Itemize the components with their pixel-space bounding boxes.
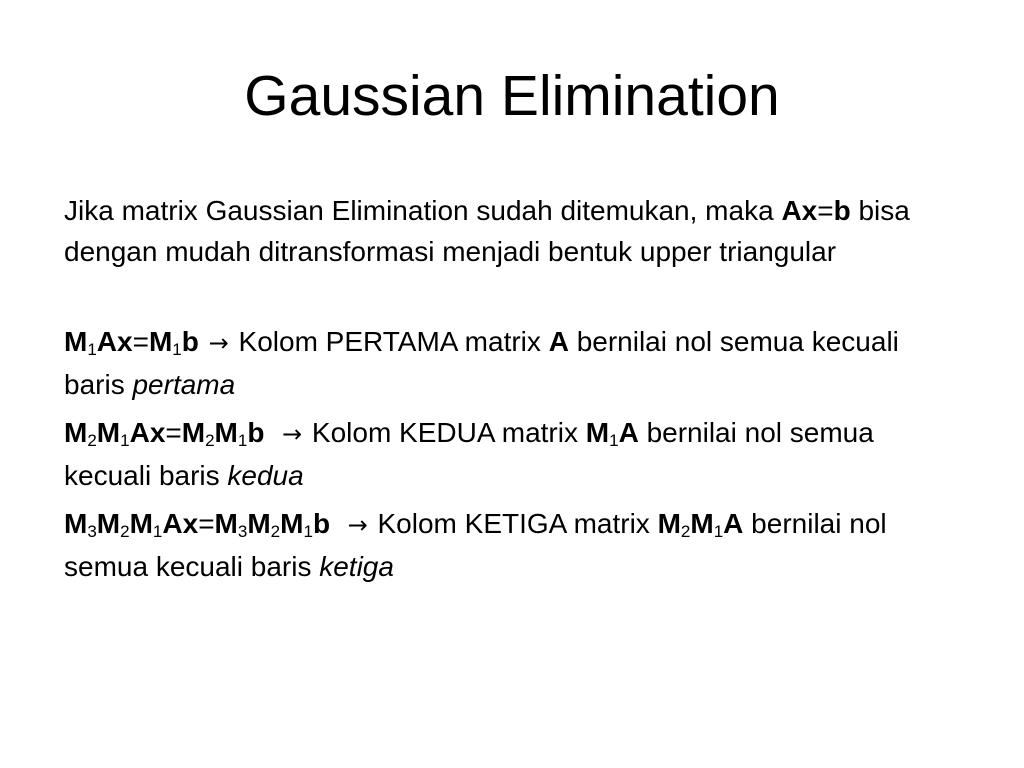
step-3-text-2: bernilai nol semua kecuali baris bbox=[64, 508, 887, 582]
step-2-m-d: M bbox=[214, 417, 238, 448]
step-3-m-g: M bbox=[657, 508, 681, 539]
step-3-m-b: M bbox=[96, 508, 121, 539]
step-2-emphasis: kedua bbox=[227, 460, 304, 491]
step-2-m-c: M bbox=[181, 417, 206, 448]
step-1-m: M bbox=[64, 326, 88, 357]
step-3-m-h: M bbox=[690, 508, 714, 539]
step-2-m-a: M bbox=[64, 417, 88, 448]
intro-text-2: bisa dengan mudah ditransformasi menjadi bentuk upper triangular bbox=[64, 195, 910, 267]
step-2-m-e: M bbox=[585, 417, 610, 448]
step-2-b: b bbox=[247, 417, 265, 448]
step-3-m-c: M bbox=[129, 508, 153, 539]
intro-text-1: Jika matrix Gaussian Elimination sudah ditemukan, maka bbox=[64, 195, 774, 226]
step-3-equals: = bbox=[198, 508, 215, 539]
step-2-m-b: M bbox=[96, 417, 121, 448]
step-3-a: A bbox=[723, 508, 744, 539]
step-3-sub-h: 1 bbox=[713, 522, 724, 541]
intro-b: b bbox=[833, 195, 851, 226]
step-2-sub-d: 1 bbox=[237, 431, 248, 450]
step-2-a: A bbox=[618, 417, 639, 448]
step-1-text-2: bernilai nol semua kecuali baris bbox=[64, 326, 899, 400]
step-3-emphasis: ketiga bbox=[319, 551, 394, 582]
right-arrow-icon: → bbox=[347, 511, 368, 539]
slide-body bbox=[64, 190, 964, 594]
step-3-sub-b: 2 bbox=[120, 522, 130, 541]
step-3-m-a: M bbox=[64, 508, 88, 539]
step-3-sub-c: 1 bbox=[152, 522, 163, 541]
step-2-ax: Ax bbox=[129, 417, 166, 448]
step-3-m-d: M bbox=[214, 508, 238, 539]
step-1-emphasis: pertama bbox=[132, 369, 236, 400]
step-3-m-e: M bbox=[247, 508, 271, 539]
step-3-paragraph bbox=[64, 503, 964, 587]
intro-paragraph bbox=[64, 190, 964, 272]
step-2-sub-b: 1 bbox=[120, 431, 130, 450]
intro-ax: Ax bbox=[781, 195, 818, 226]
step-3-sub-e: 2 bbox=[270, 522, 281, 541]
step-3-b: b bbox=[312, 508, 331, 539]
step-3-sub-f: 1 bbox=[303, 522, 313, 541]
step-1-a: A bbox=[548, 326, 569, 357]
step-3-sub-g: 2 bbox=[680, 522, 691, 541]
step-3-ax: Ax bbox=[162, 508, 199, 539]
step-3-sub-a: 3 bbox=[87, 522, 97, 541]
step-3-text: Kolom KETIGA matrix bbox=[377, 508, 658, 539]
step-1-sub-rhs: 1 bbox=[172, 340, 182, 359]
step-3-m-f: M bbox=[280, 508, 304, 539]
step-1-b: b bbox=[181, 326, 199, 357]
step-2-sub-e: 1 bbox=[609, 431, 619, 450]
step-3-sub-d: 3 bbox=[237, 522, 248, 541]
step-1-ax: Ax bbox=[96, 326, 133, 357]
right-arrow-icon: → bbox=[282, 420, 303, 448]
right-arrow-icon: → bbox=[208, 329, 229, 357]
step-1-m-rhs: M bbox=[148, 326, 173, 357]
step-1-paragraph bbox=[64, 321, 964, 405]
step-2-text: Kolom KEDUA matrix bbox=[311, 417, 586, 448]
step-2-sub-c: 2 bbox=[205, 431, 215, 450]
slide-title: Gaussian Elimination bbox=[244, 64, 780, 128]
step-2-text-2: bernilai nol semua kecuali baris bbox=[64, 417, 874, 491]
step-2-sub-a: 2 bbox=[87, 431, 97, 450]
step-1-equals: = bbox=[132, 326, 149, 357]
step-1-sub: 1 bbox=[87, 340, 97, 359]
step-2-paragraph bbox=[64, 412, 964, 496]
step-1-text: Kolom PERTAMA matrix bbox=[238, 326, 549, 357]
intro-equals: = bbox=[817, 195, 834, 226]
step-2-equals: = bbox=[165, 417, 182, 448]
